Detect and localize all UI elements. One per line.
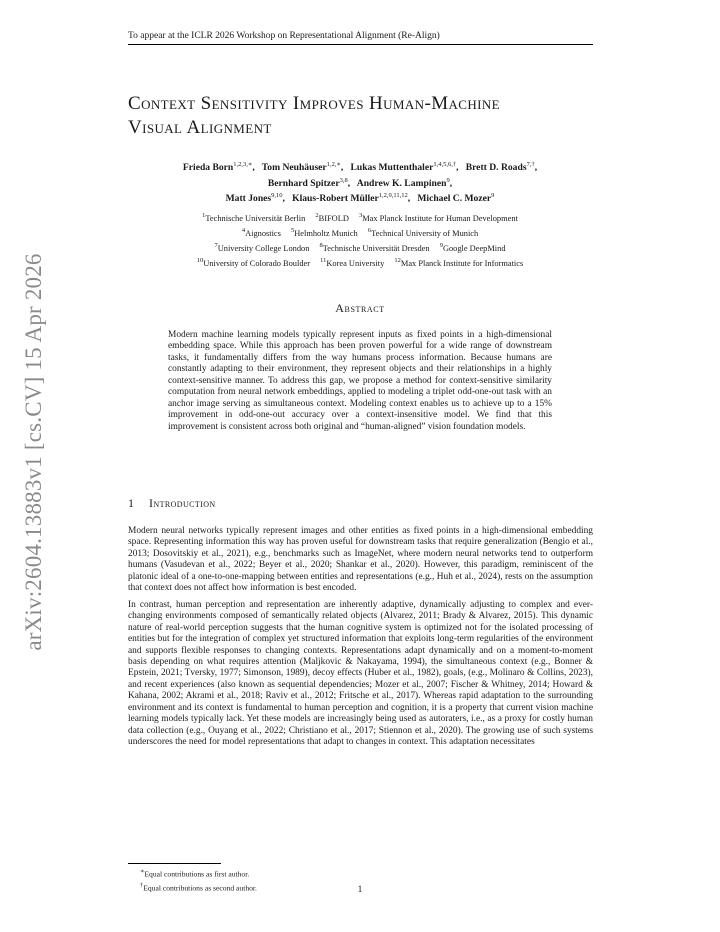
affiliation-name: Technische Universität Berlin	[205, 213, 306, 223]
affiliation-item	[242, 229, 281, 238]
author-name: Lukas Muttenthaler	[350, 162, 434, 174]
affiliation-name: Aignostics	[245, 228, 281, 238]
author-affil-marks: 7,†	[526, 161, 535, 168]
affiliation-line	[128, 225, 592, 240]
author-affil-marks: 1,2,9,11,12	[378, 192, 408, 200]
abstract-heading: Abstract	[335, 301, 385, 315]
affiliation-list	[128, 210, 592, 270]
affiliation-number: 11	[320, 257, 327, 265]
affiliation-number: 5	[290, 227, 295, 235]
affiliation-number: 10	[196, 257, 204, 265]
title-line-1: Context Sensitivity Improves Human-Machine	[128, 93, 500, 114]
affiliation-item	[319, 244, 429, 253]
affiliation-item	[197, 259, 310, 268]
section-heading	[128, 496, 216, 511]
affiliation-number: 12	[394, 257, 401, 265]
abstract-text: Modern machine learning models typically represent inputs as fixed points in a high-dimensional embedding space. While this approach has been proven powerful for a wide range of downstream tasks, it fundamentally differs from the way humans process information. Because humans are constantly adapting to their environment, they represent objects and their relationships in a highly context-sensitive manner. To address this gap, we propose a method for context-sensitive similarity computation from neural network embeddings, applied to modeling a triplet odd-one-out task with an anchor image serving as simultaneous context. Modeling context enables us to achieve up to a 15% improvement in odd-one-out accuracy over a context-insensitive model. We find that this improvement is consistent across both original and “human-aligned” vision foundation models.	[168, 330, 552, 432]
footnote-rule	[128, 863, 221, 864]
author-name: Klaus-Robert Müller	[292, 193, 379, 205]
author-name: Matt Jones	[225, 193, 272, 205]
affiliation-name: Max Planck Institute for Human Development	[362, 213, 518, 223]
affiliation-item	[368, 229, 478, 238]
body-paragraph: Modern neural networks typically represent images and other entities as fixed points in a high-dimensional embedding space. Representing information this way has proven useful for downstream tasks that require generalization (Bengio et al., 2013; Dosovitskiy et al., 2021), e.g., benchmarks such as ImageNet, where modern neural networks tend to outperform humans (Vasudevan et al., 2022; Beyer et al., 2020; Shankar et al., 2020). However, this paradigm, reminiscent of the platonic ideal of a one-to-one-mapping between entities and representations (e.g., Huh et al., 2024), rests on the assumption that context does not affect how information is best encoded.	[128, 526, 593, 594]
affiliation-number: 2	[315, 212, 319, 219]
author-affil-marks: 3,8	[339, 176, 348, 184]
affiliation-name: Google DeepMind	[442, 243, 506, 253]
affiliation-number: 7	[214, 242, 218, 250]
title-line-2: Visual Alignment	[128, 117, 272, 138]
author-line-3: Matt Jones$^{9,10}$, Klaus-Robert Müller$^{1,2,9,11,12}$, Michael C. Mozer$^9$	[225, 192, 495, 205]
author-name: Andrew K. Lampinen	[356, 177, 447, 189]
author-affil-marks: 9,10	[271, 192, 283, 200]
author-affil-marks: 1,2,∗	[326, 161, 341, 168]
affiliation-number: 8	[319, 242, 323, 250]
affiliation-line	[128, 255, 592, 270]
affiliation-item	[315, 214, 349, 223]
affiliation-item	[291, 229, 358, 238]
affiliation-name: University of Colorado Boulder	[203, 259, 311, 269]
affiliation-item	[394, 259, 523, 268]
running-header: To appear at the ICLR 2026 Workshop on Representational Alignment (Re-Align)	[128, 31, 593, 45]
affiliation-name: Korea University	[326, 259, 385, 269]
author-name: Brett D. Roads	[465, 162, 527, 174]
author-name: Frieda Born	[182, 162, 234, 174]
author-affil-marks: 1,4,5,6,†	[433, 161, 457, 168]
author-affil-marks: 9	[491, 192, 495, 200]
footnote	[140, 866, 580, 880]
author-line-2: Bernhard Spitzer$^{3,8}$, Andrew K. Lampinen$^9$,	[267, 176, 453, 189]
author-name: Michael C. Mozer	[417, 193, 492, 205]
author-name: Bernhard Spitzer	[267, 177, 340, 189]
arxiv-identifier-text: arXiv:2604.13883v1 [cs.CV] 15 Apr 2026	[21, 253, 46, 651]
affiliation-line	[128, 210, 592, 225]
affiliation-number: 4	[241, 227, 246, 235]
affiliation-name: Technische Universität Dresden	[322, 243, 430, 253]
author-line-1: Frieda Born$^{1,2,3,∗}$, Tom Neuhäuser$^{1,2,∗}$, Lukas Muttenthaler$^{1,4,5,6,\dagger}$, Brett D. Roads$^{7,\dagger}$,	[182, 161, 538, 174]
affiliation-number: 1	[202, 212, 206, 219]
section-title: Introduction	[149, 496, 216, 510]
affiliation-name: Max Planck Institute for Informatics	[400, 259, 524, 269]
affiliation-item	[214, 244, 309, 253]
affiliation-name: University College London	[217, 243, 310, 253]
affiliation-line	[128, 240, 592, 255]
affiliation-item	[359, 214, 518, 223]
affiliation-number: 9	[439, 242, 443, 250]
footnote-mark: ∗	[140, 868, 145, 875]
arxiv-identifier-stamp	[14, 253, 54, 651]
affiliation-item	[202, 214, 305, 223]
footnote-text: Equal contributions as second author.	[143, 883, 257, 893]
section-number: 1	[128, 496, 134, 510]
author-affil-marks: 9	[446, 176, 450, 184]
body-text	[128, 526, 593, 754]
body-paragraph: In contrast, human perception and representation are inherently adaptive, dynamically adjusting to complex and ever-changing environments composed of semantically related objects (Alvarez, 2011; Brady & Alvarez, 2015). This dynamic nature of real-world perception suggests that the human cognitive system is optimized not for the isolated processing of entities but for the integration of complex yet structured information that exploits long-term regularities of the environment and supports flexible responses to changing contexts. Representations adapt dynamically and on a moment-to-moment basis depending on what requires attention (Maljkovic & Nakayama, 1994), the simultaneous context (e.g., Bonner & Epstein, 2021; Tversky, 1977; Simonson, 1989), decoy effects (Huber et al., 1982), goals, (e.g., Molinaro & Collins, 2023), and recent experiences (also known as sequential dependencies; Mozer et al., 2007; Fischer & Whitney, 2014; Howard & Kahana, 2002; Akrami et al., 2018; Raviv et al., 2012; Fritsche et al., 2017). Whereas rapid adaptation to the surrounding environment and its context is fundamental to human perception and cognition, it is a property that current vision machine learning models typically lack. Yet these models are increasingly being used as autoraters, i.e., as a proxy for costly human data collection (e.g., Ouyang et al., 2022; Christiano et al., 2017; Stiennon et al., 2020). The growing use of such systems underscores the need for model representations that adapt to changes in context. This adaptation necessitates	[128, 599, 593, 748]
footnote-mark: †	[140, 881, 144, 889]
page-number: 1	[357, 885, 363, 895]
author-name: Tom Neuhäuser	[261, 162, 327, 174]
affiliation-number: 6	[367, 227, 372, 235]
affiliation-name: Technical University of Munich	[371, 228, 479, 238]
affiliation-number: 3	[358, 212, 363, 219]
author-list	[128, 159, 592, 206]
affiliation-name: BIFOLD	[318, 213, 349, 223]
paper-title	[128, 92, 608, 140]
affiliation-name: Helmholtz Munich	[294, 228, 358, 238]
author-affil-marks: 1,2,3,∗	[233, 161, 253, 168]
affiliation-item	[440, 244, 506, 253]
affiliation-item	[320, 259, 384, 268]
footnote-text: Equal contributions as first author.	[144, 869, 250, 879]
